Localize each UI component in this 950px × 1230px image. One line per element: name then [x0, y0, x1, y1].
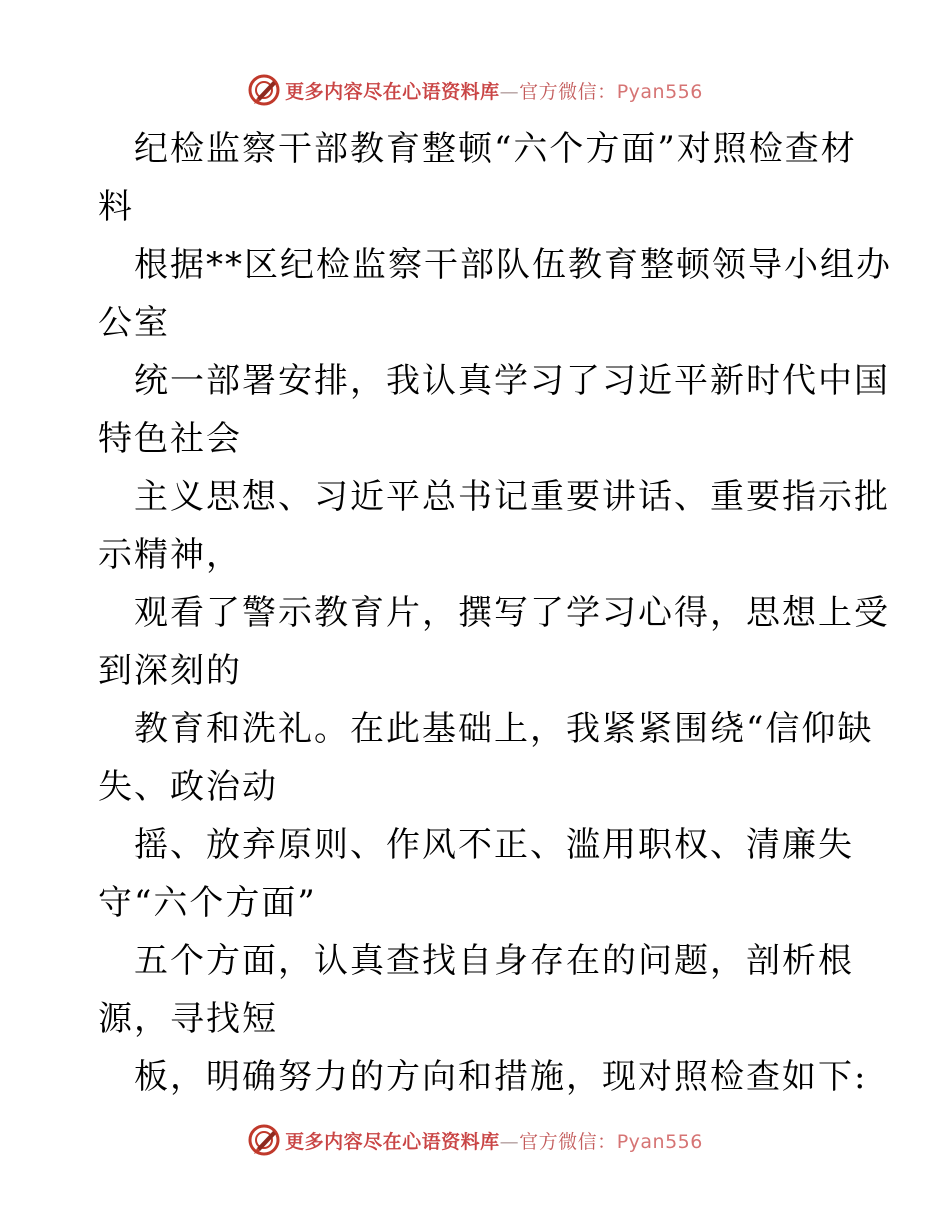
document-line: 观看了警示教育片，撰写了学习心得，思想上受	[134, 593, 890, 633]
watermark-wechat-label: 官方微信：	[519, 1130, 617, 1153]
document-line: 教育和洗礼。在此基础上，我紧紧围绕“信仰缺	[134, 709, 874, 749]
watermark-brand: 更多内容尽在心语资料库	[285, 1130, 500, 1153]
document-line: 公室	[98, 303, 170, 343]
watermark-brand: 更多内容尽在心语资料库	[285, 80, 500, 103]
document-line: 五个方面，认真查找自身存在的问题，剖析根	[134, 941, 854, 981]
watermark-separator: —	[499, 1130, 520, 1153]
document-line: 纪检监察干部教育整顿“六个方面”对照检查材	[134, 129, 857, 169]
document-line: 根据**区纪检监察干部队伍教育整顿领导小组办	[134, 245, 892, 285]
footer-watermark	[0, 1120, 950, 1160]
document-line: 特色社会	[98, 419, 242, 459]
document-line: 守“六个方面”	[98, 883, 317, 923]
pen-logo-icon	[247, 73, 281, 107]
document-line: 摇、放弃原则、作风不正、滥用职权、清廉失	[134, 825, 854, 865]
watermark-text	[285, 77, 703, 104]
watermark-separator: —	[499, 80, 520, 103]
document-line: 主义思想、习近平总书记重要讲话、重要指示批	[134, 477, 890, 517]
document-line: 失、政治动	[98, 767, 278, 807]
pen-logo-icon	[247, 1123, 281, 1157]
document-line: 料	[98, 187, 134, 227]
document-line: 统一部署安排，我认真学习了习近平新时代中国	[134, 361, 890, 401]
document-line: 源，寻找短	[98, 999, 278, 1039]
document-line: 到深刻的	[98, 651, 242, 691]
document-line: 示精神，	[98, 535, 242, 575]
watermark-wechat-id: Pyan556	[616, 1130, 703, 1153]
watermark-wechat-label: 官方微信：	[519, 80, 617, 103]
document-body	[98, 120, 892, 1106]
document-line: 板，明确努力的方向和措施，现对照检查如下:	[134, 1057, 868, 1097]
watermark-text	[285, 1127, 703, 1154]
watermark-wechat-id: Pyan556	[616, 80, 703, 103]
header-watermark	[0, 70, 950, 110]
